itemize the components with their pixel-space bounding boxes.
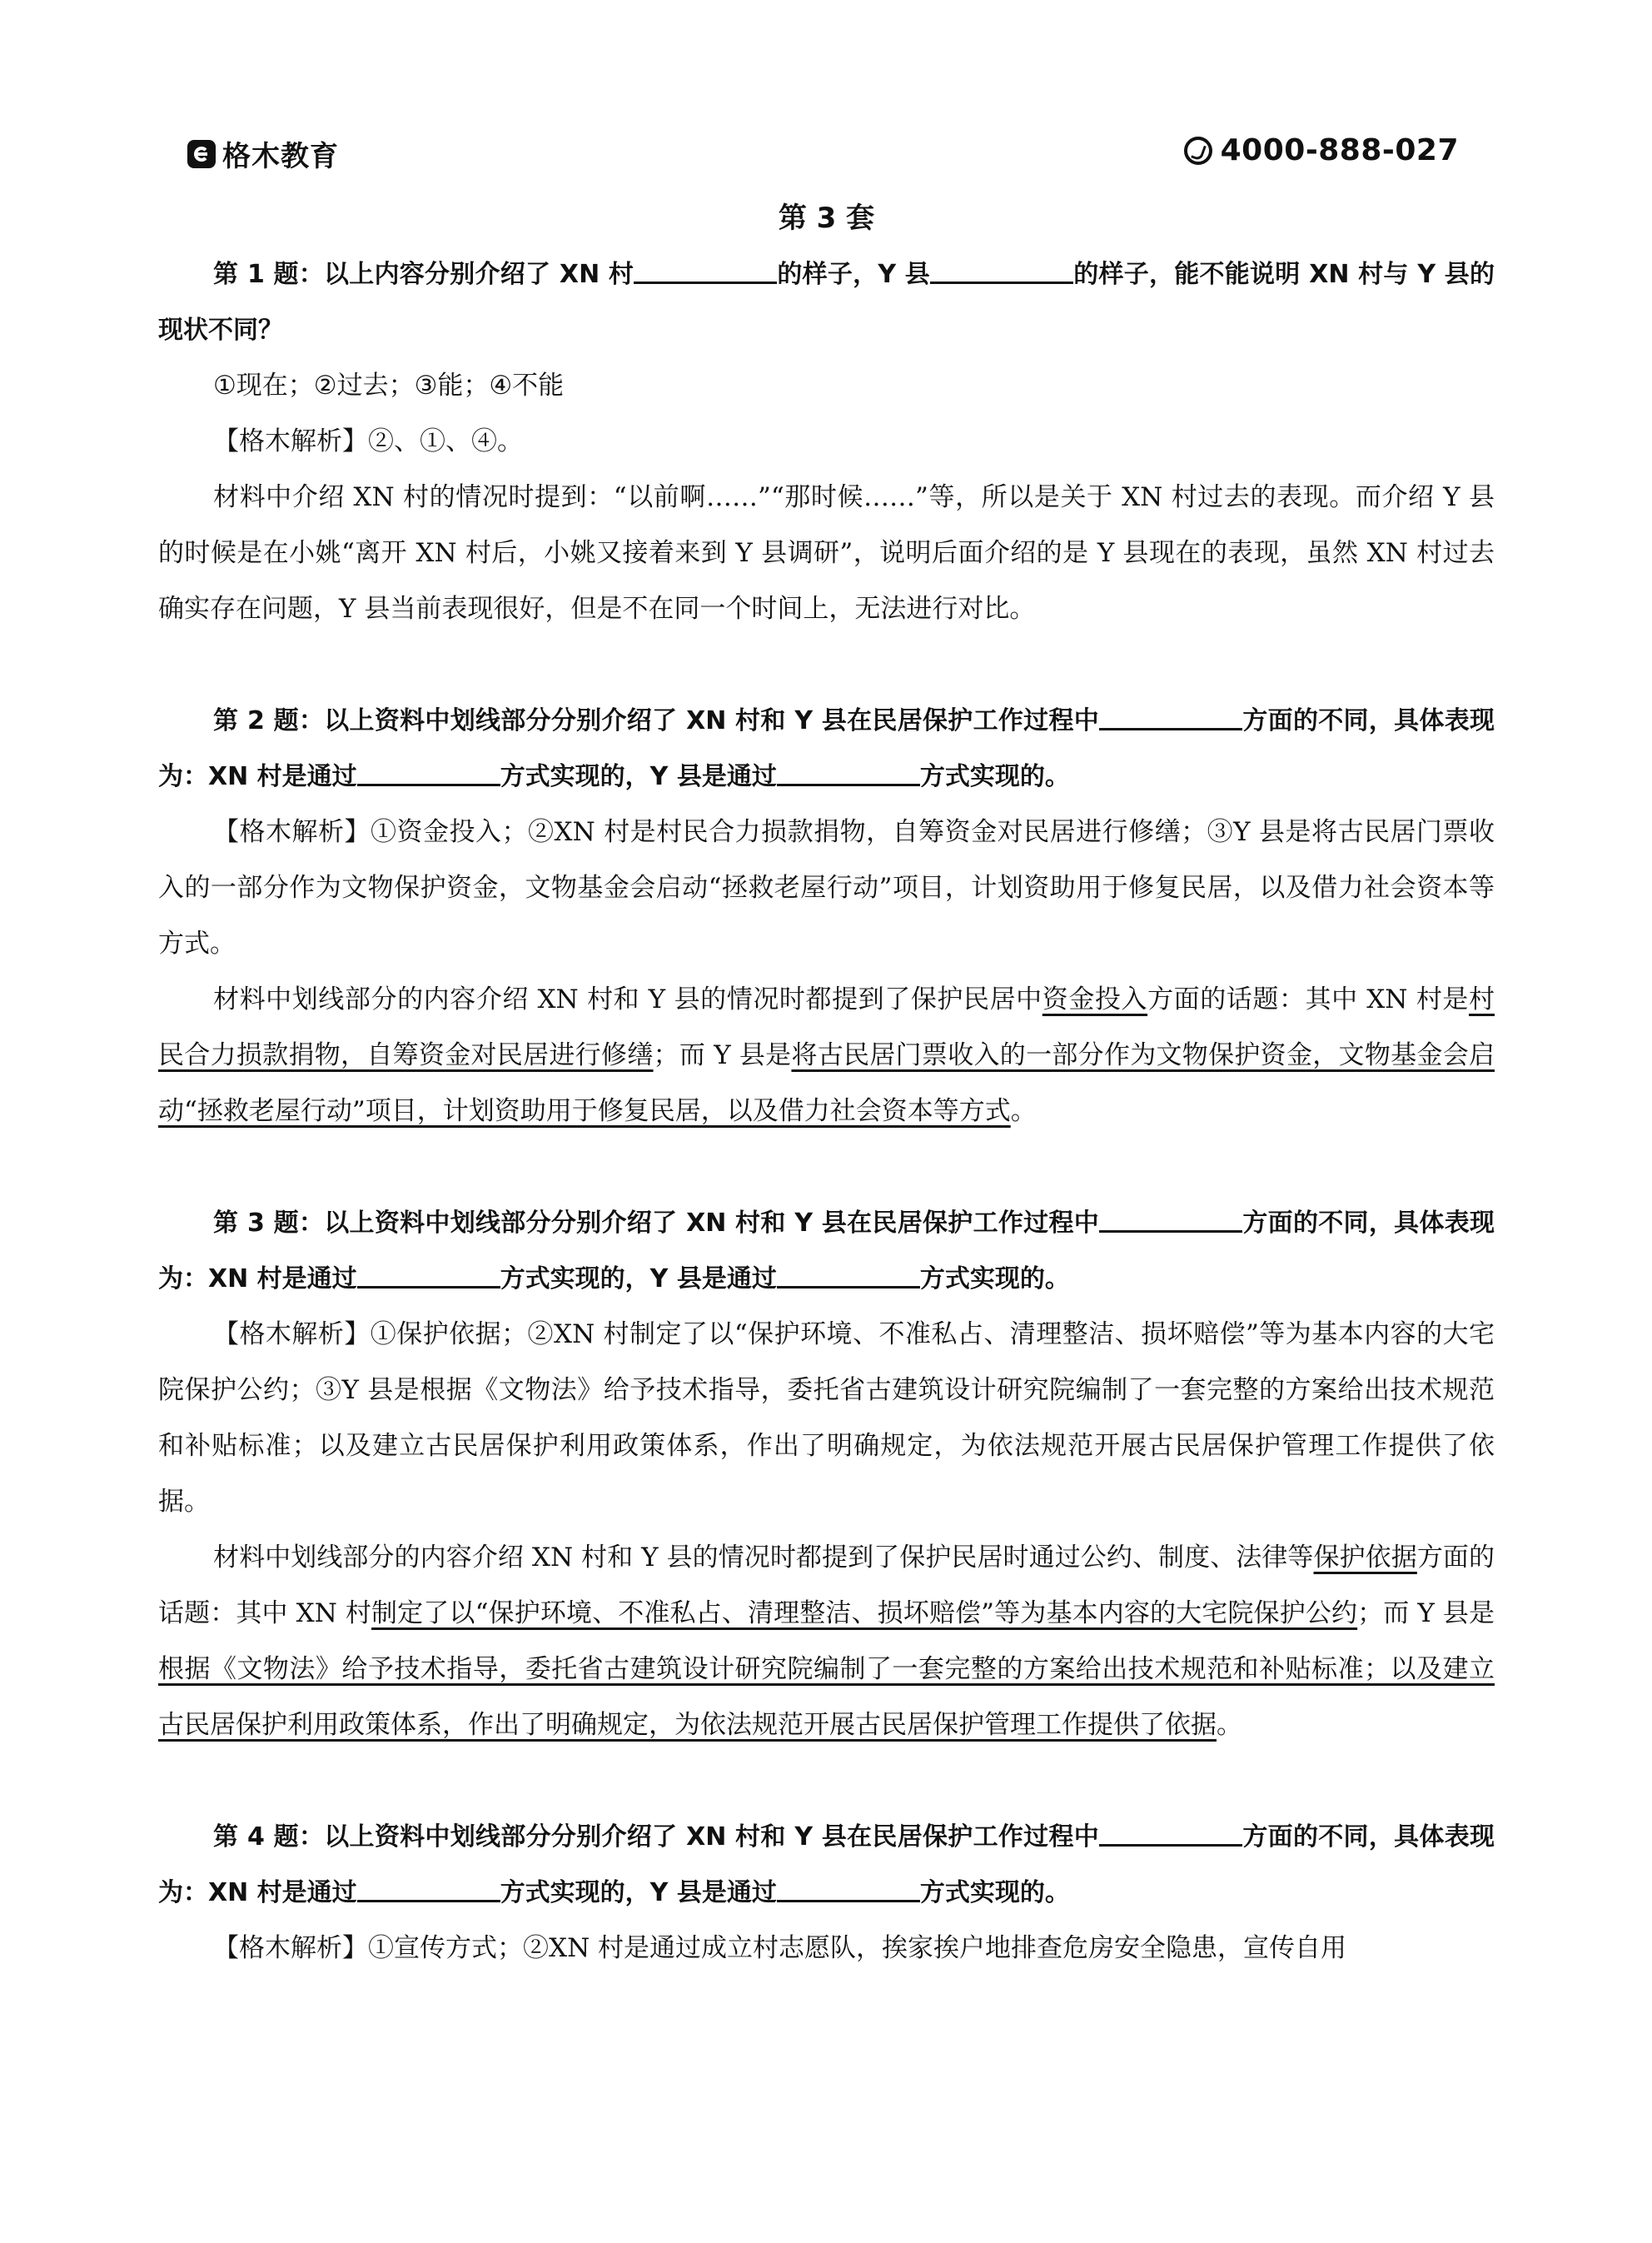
question-3-answer: 【格木解析】①保护依据；②XN 村制定了以“保护环境、不准私占、清理整洁、损坏赔偿”等为基本内容的大宅院保护公约；③Y 县是根据《文物法》给予技术指导，委托省古建筑设计研究院编制了一套完整的方案给出技术规范和补贴标准；以及建立古民居保护利用政策体系，作出了明确规定，为依法规范开展古民居保护管理工作提供了依据。	[158, 1319, 1495, 1517]
explanation-text: 材料中划线部分的内容介绍 XN 村和 Y 县的情况时都提到了保护民居时通过公约、制度、法律等	[213, 1543, 1314, 1573]
explanation-text: ；而 Y 县是	[1357, 1598, 1495, 1628]
question-4-answer: 【格木解析】①宣传方式；②XN 村是通过成立村志愿队，挨家挨户地排查危房安全隐患，宣传自用	[213, 1933, 1347, 1963]
question-text: 方式实现的，Y 县是通过	[500, 1878, 777, 1907]
answer-blank	[1099, 703, 1242, 730]
answer-blank	[634, 257, 777, 284]
answer-blank	[930, 257, 1073, 284]
question-text: 方面的不同，具体表现为：XN 村是通过	[158, 1822, 1495, 1907]
explanation-text: 。	[1010, 1096, 1037, 1126]
document-body	[158, 193, 1495, 1976]
underlined-text: 将古民居门票收入的一部分作为文物保护资金，文物基金会启动“拯救老屋行动”项目，计划资助用于修复民居，以及借力社会资本等方式	[158, 1040, 1495, 1126]
question-text: 第 2 题：以上资料中划线部分分别介绍了 XN 村和 Y 县在民居保护工作过程中	[213, 706, 1100, 735]
question-2-answer: 【格木解析】①资金投入；②XN 村是村民合力损款捐物，自筹资金对民居进行修缮；③Y 县是将古民居门票收入的一部分作为文物保护资金，文物基金会启动“拯救老屋行动”项目，计划资助用于修复民居，以及借力社会资本等方式。	[158, 817, 1495, 959]
question-text: 第 1 题：以上内容分别介绍了 XN 村	[213, 260, 634, 289]
answer-blank	[357, 759, 500, 786]
question-2-explanation	[158, 972, 1495, 1139]
question-2	[158, 693, 1495, 805]
answer-blank	[357, 1261, 500, 1288]
question-text: 方面的不同，具体表现为：XN 村是通过	[158, 706, 1495, 791]
question-text: 方式实现的，Y 县是通过	[500, 762, 777, 791]
question-text: 方式实现的。	[919, 762, 1070, 791]
underlined-text: 根据《文物法》给予技术指导，委托省古建筑设计研究院编制了一套完整的方案给出技术规范和补贴标准；以及建立古民居保护利用政策体系，作出了明确规定，为依法规范开展古民居保护管理工作提供了依据	[158, 1654, 1495, 1740]
set-title: 第 3 套	[778, 202, 875, 235]
question-text: 方式实现的。	[919, 1264, 1070, 1293]
explanation-text: 方面的话题：其中 XN 村	[158, 1543, 1495, 1628]
explanation-text: 材料中划线部分的内容介绍 XN 村和 Y 县的情况时都提到了保护民居中	[213, 984, 1042, 1014]
answer-blank	[777, 1875, 920, 1902]
question-text: 方面的不同，具体表现为：XN 村是通过	[158, 1209, 1495, 1293]
underlined-text: 保护依据	[1313, 1543, 1417, 1573]
answer-blank	[777, 759, 920, 786]
phone-contact	[1184, 133, 1459, 167]
underlined-text: 制定了以“保护环境、不准私占、清理整洁、损坏赔偿”等为基本内容的大宅院保护公约	[371, 1598, 1358, 1628]
brand-name: 格木教育	[222, 140, 339, 173]
brand-logo	[187, 133, 339, 174]
underlined-text: 村民合力损款捐物，自筹资金对民居进行修缮	[158, 984, 1495, 1070]
question-3-explanation	[158, 1530, 1495, 1753]
answer-blank	[777, 1261, 920, 1288]
question-4	[158, 1809, 1495, 1921]
answer-blank	[1099, 1205, 1242, 1233]
phone-icon	[1184, 137, 1212, 165]
spacer	[158, 637, 1495, 693]
spacer	[158, 1753, 1495, 1809]
brand-logo-icon	[187, 140, 216, 168]
explanation-text: ；而 Y 县是	[653, 1040, 792, 1070]
spacer	[158, 1139, 1495, 1195]
question-text: 方式实现的。	[919, 1878, 1070, 1907]
question-1-explanation: 材料中介绍 XN 村的情况时提到：“以前啊……”“那时候……”等，所以是关于 XN 村过去的表现。而介绍 Y 县的时候是在小姚“离开 XN 村后，小姚又接着来到 Y 县调研”，说明后面介绍的是 Y 县现在的表现，虽然 XN 村过去确实存在问题，Y 县当前表现很好，但是不在同一个时间上，无法进行对比。	[158, 482, 1495, 624]
question-3	[158, 1195, 1495, 1307]
explanation-text: 。	[1217, 1710, 1242, 1740]
answer-blank	[357, 1875, 500, 1902]
explanation-text: 方面的话题：其中 XN 村是	[1147, 984, 1469, 1014]
question-1-answer: 【格木解析】②、①、④。	[213, 426, 523, 456]
question-1	[158, 247, 1495, 358]
question-1-options: ①现在；②过去；③能；④不能	[213, 371, 565, 401]
question-text: 第 4 题：以上资料中划线部分分别介绍了 XN 村和 Y 县在民居保护工作过程中	[213, 1822, 1100, 1852]
question-text: 第 3 题：以上资料中划线部分分别介绍了 XN 村和 Y 县在民居保护工作过程中	[213, 1209, 1100, 1238]
question-text: 的样子，能不能说明 XN 村与 Y 县的现状不同？	[158, 260, 1495, 345]
question-text: 的样子，Y 县	[777, 260, 931, 289]
answer-blank	[1099, 1819, 1242, 1847]
underlined-text: 资金投入	[1042, 984, 1148, 1014]
question-text: 方式实现的，Y 县是通过	[500, 1264, 777, 1293]
phone-number: 4000-888-027	[1220, 133, 1459, 167]
